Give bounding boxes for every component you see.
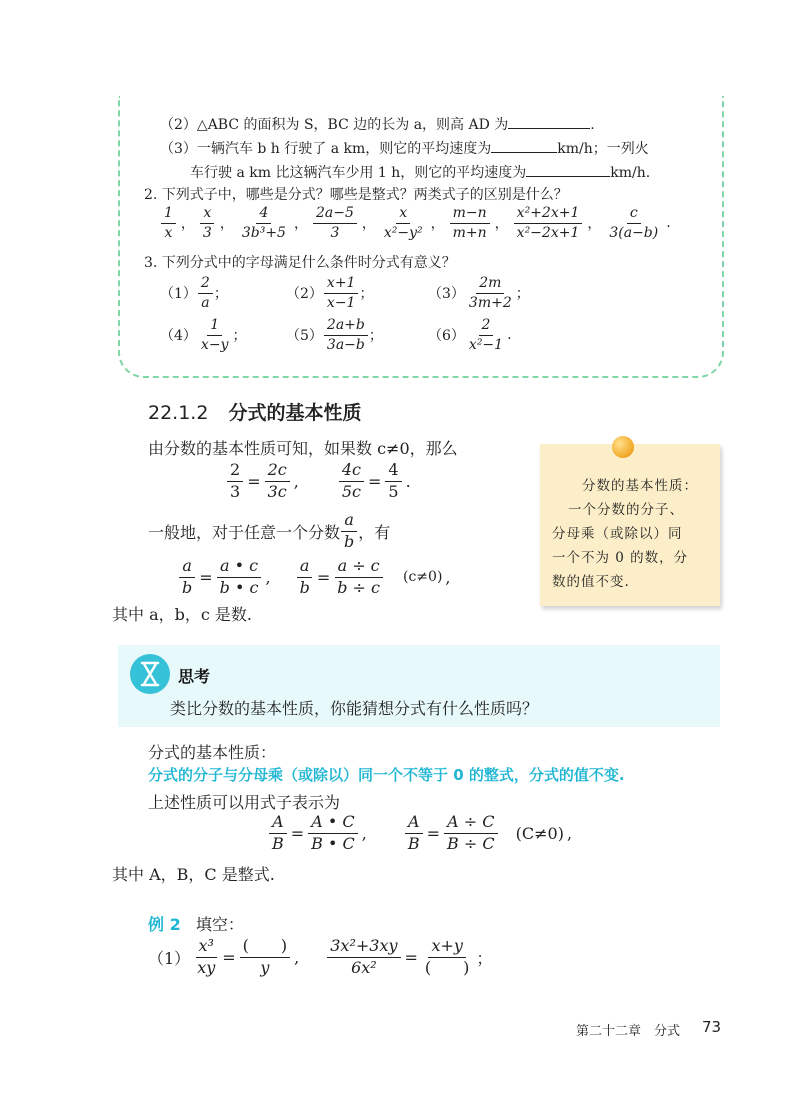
example-2-heading	[148, 912, 244, 935]
question-3-item-5: （5） 2a+b 3a−b ；	[286, 317, 383, 353]
paragraph-1: 由分数的基本性质可知，如果数 c≠0，那么	[148, 439, 458, 458]
question-3-item-2: （2） x+1 x−1 ；	[286, 275, 374, 311]
page-number: 73	[702, 1018, 722, 1036]
chapter-footer: 第二十二章 分式	[576, 1024, 681, 1039]
question-2: 2. 下列式子中，哪些是分式？哪些是整式？两类式子的区别是什么？	[144, 187, 568, 203]
sticky-note	[540, 444, 720, 606]
think-label: 思考	[178, 667, 211, 686]
question-3-item-4: （4） 1 x−y ；	[160, 317, 247, 353]
exercise-item-2: （2）△ABC 的面积为 S，BC 边的长为 a，则高 AD 为 .	[160, 114, 595, 134]
equation-1: $\frac{2}{3}$ = $\frac{2c}{3c}$ , $\frac{4c}{5c}$ = $\frac{4}{5}$ .	[226, 462, 411, 501]
note-line: 分母乘（或除以）同	[552, 526, 683, 542]
equation-2: $\frac{a}{b}$ = $\frac{a • c}{b • c}$ , $\frac{a}{b}$ = $\frac{a \div c}{b \div c}$ (c≠0) ,	[178, 558, 451, 597]
question-3-item-6: （6） 2 x²−1 .	[428, 317, 512, 353]
expr-fraction: m−n m+n	[450, 206, 490, 240]
expr-fraction: x 3	[200, 206, 215, 240]
expr-fraction: 1 x	[161, 206, 176, 240]
hourglass-icon	[130, 654, 170, 694]
example-2-item-1: （1） $\frac{\text{x³}}{xy}$ = ( ) y , $\frac{\text{3x²+3xy}}{\text{6x²}}$ = x+y ( ) ；	[148, 936, 493, 977]
formula-intro: 上述性质可以用式子表示为	[148, 793, 341, 812]
question-3: 3. 下列分式中的字母满足什么条件时分式有意义？	[144, 255, 456, 271]
pin-icon	[612, 436, 634, 458]
property-statement: 分式的分子与分母乘（或除以）同一个不等于 0 的整式，分式的值不变.	[148, 766, 625, 784]
expr-fraction: 2a−5 3	[313, 206, 357, 240]
question-3-item-1: （1） 2 a ；	[160, 275, 228, 311]
question-2-expressions: 1 x ， x 3 ， 4 3b³+5 ， 2a−5 3 ， x x²−y² ， m−n m+n ， x²+2x+1 x²−2x+1 ， c 3(a−b) .	[160, 206, 671, 240]
note-line: 一个分数的分子、	[568, 502, 684, 518]
example-text: 填空：	[195, 915, 244, 934]
think-text: 类比分数的基本性质，你能猜想分式有什么性质吗？	[170, 699, 539, 718]
section-number: 22.1.2	[148, 402, 209, 424]
example-label: 例 2	[148, 915, 181, 934]
question-3-item-3: （3） 2m 3m+2 ；	[428, 275, 530, 311]
property-where: 其中 A，B，C 是整式.	[112, 865, 275, 884]
note-line: 数的值不变.	[552, 574, 630, 590]
expr-fraction: 4 3b³+5	[241, 205, 286, 241]
section-title: 分式的基本性质	[228, 402, 362, 424]
paragraph-3: 其中 a，b，c 是数.	[112, 605, 253, 624]
paragraph-2: 一般地，对于任意一个分数 a b ，有	[148, 510, 391, 551]
expr-fraction: x x²−y²	[383, 205, 423, 241]
expr-fraction: c 3(a−b)	[609, 205, 659, 241]
exercise-item-3-line1: （3）一辆汽车 b h 行驶了 a km，则它的平均速度为 km/h；一列火	[160, 138, 649, 158]
expr-fraction: x²+2x+1 x²−2x+1	[514, 206, 583, 240]
exercise-item-3-line2: 车行驶 a km 比这辆汽车少用 1 h，则它的平均速度为 km/h.	[190, 162, 650, 182]
property-heading: 分式的基本性质：	[148, 743, 277, 762]
note-line: 一个不为 0 的数，分	[552, 550, 689, 566]
note-title: 分数的基本性质：	[582, 478, 698, 494]
section-heading	[148, 398, 362, 425]
property-equation: $\frac{A}{B}$ = $\frac{A • C}{B • C}$ , $\frac{A}{B}$ = $\frac{A \div C}{B \div C}$ (C≠0) ,	[268, 814, 572, 853]
